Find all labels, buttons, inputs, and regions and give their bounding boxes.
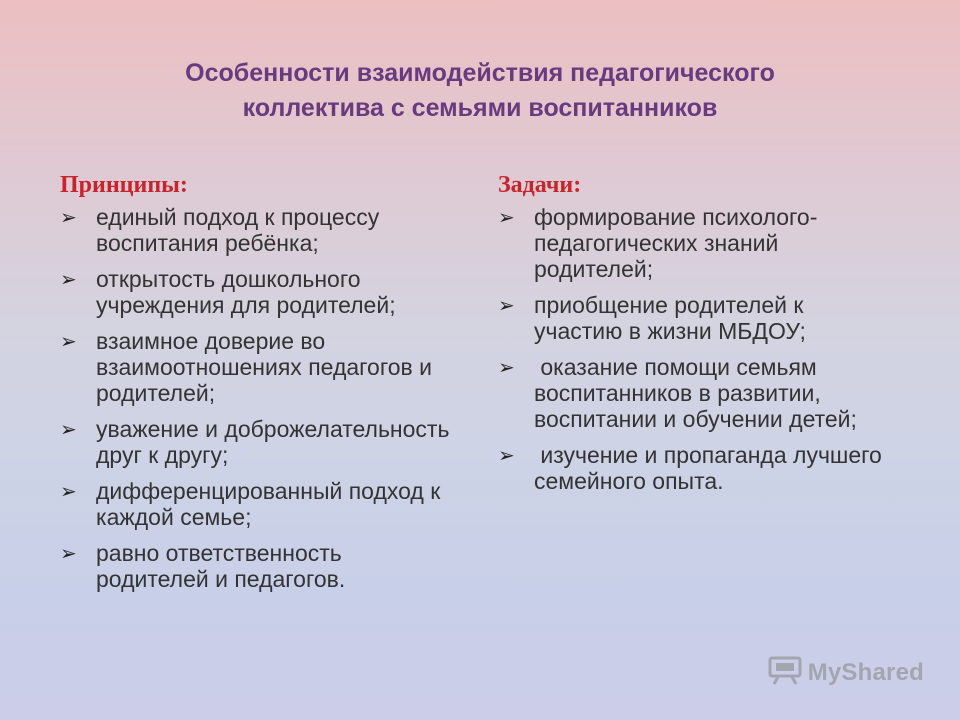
list-item: ➢ приобщение родителей к участию в жизни МБДОУ; [498, 292, 806, 344]
arrow-bullet-icon: ➢ [60, 267, 77, 291]
presentation-board-icon [768, 655, 802, 690]
tasks-column [498, 170, 888, 504]
list-item: ➢ дифференцированный подход к каждой семье; [60, 478, 441, 530]
list-item: ➢ равно ответственность родителей и педагогов. [60, 540, 346, 592]
arrow-bullet-icon: ➢ [498, 443, 515, 467]
list-item: ➢ изучение и пропаганда лучшего семейного опыта. [498, 442, 889, 494]
list-item: ➢ оказание помощи семьям воспитанников в развитии, воспитании и обучении детей; [498, 354, 857, 432]
list-item: ➢ уважение и доброжелательность друг к другу; [60, 416, 450, 468]
slide-title [40, 56, 920, 126]
arrow-bullet-icon: ➢ [60, 417, 77, 441]
principles-list [60, 204, 460, 592]
slide-title-line-1: Особенности взаимодействия педагогического [185, 59, 775, 87]
arrow-bullet-icon: ➢ [60, 541, 77, 565]
arrow-bullet-icon: ➢ [60, 329, 77, 353]
tasks-heading: Задачи: [498, 172, 582, 198]
list-item: ➢ единый подход к процессу воспитания ребёнка; [60, 204, 380, 256]
list-item: ➢ открытость дошкольного учреждения для родителей; [60, 266, 396, 318]
arrow-bullet-icon: ➢ [498, 293, 515, 317]
principles-heading: Принципы: [60, 172, 188, 198]
principles-column [60, 170, 460, 602]
tasks-list [498, 204, 888, 494]
slide-title-line-2: коллектива с семьями воспитанников [242, 94, 718, 122]
arrow-bullet-icon: ➢ [60, 479, 77, 503]
arrow-bullet-icon: ➢ [498, 355, 515, 379]
list-item: ➢ формирование психолого-педагогических знаний родителей; [498, 204, 818, 282]
watermark-text: MyShared [807, 658, 924, 686]
arrow-bullet-icon: ➢ [498, 205, 515, 229]
arrow-bullet-icon: ➢ [60, 205, 77, 229]
myshared-watermark [768, 655, 924, 690]
list-item: ➢ взаимное доверие во взаимоотношениях педагогов и родителей; [60, 328, 432, 406]
